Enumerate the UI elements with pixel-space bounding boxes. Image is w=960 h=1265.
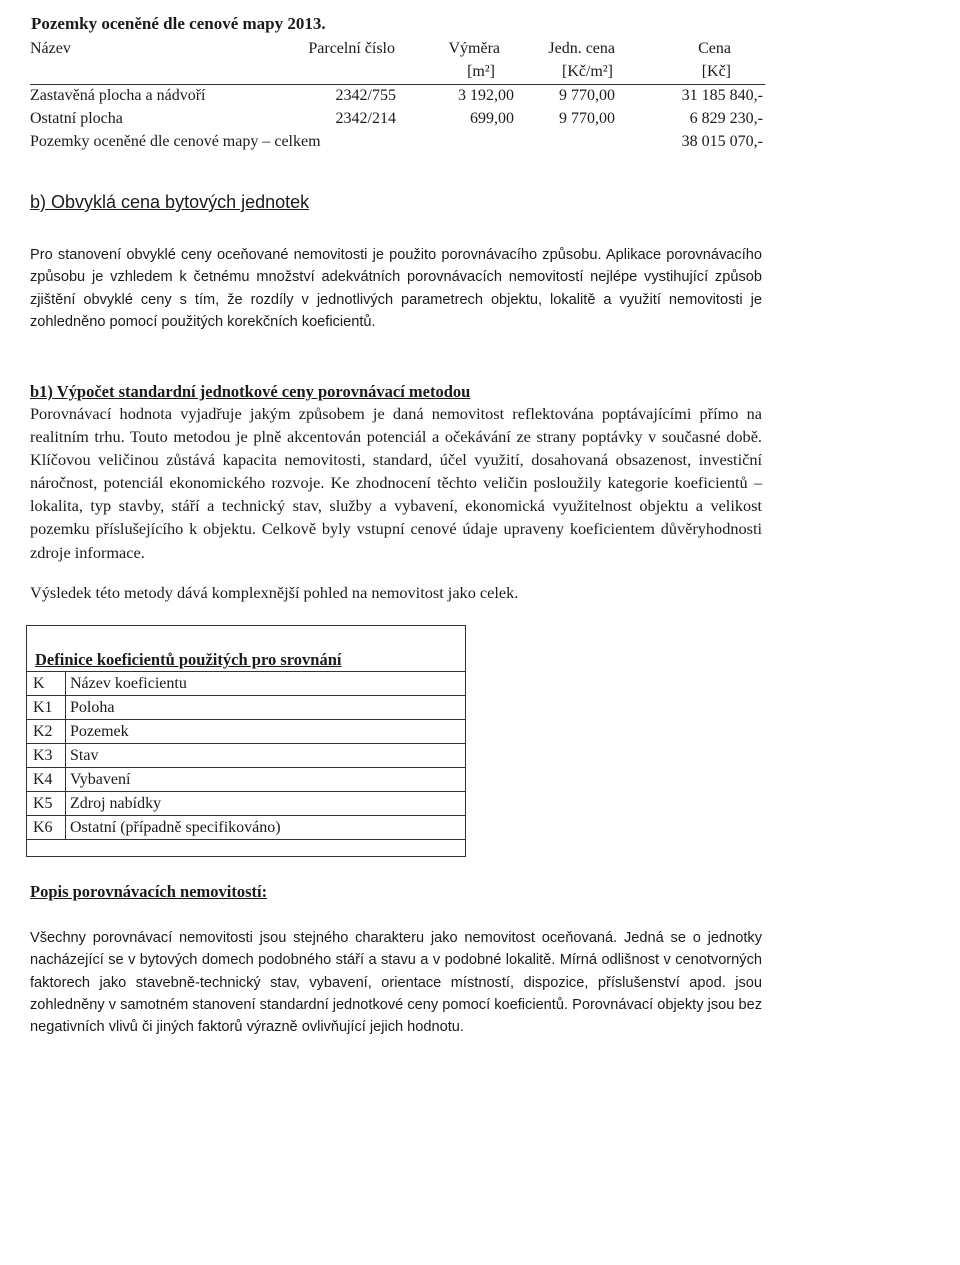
header-price: Cena xyxy=(698,40,731,57)
land-table-row xyxy=(30,108,765,131)
coefficient-definition-box xyxy=(26,625,466,857)
total-label: Pozemky oceněné dle cenové mapy – celkem xyxy=(30,133,321,150)
section-b1-paragraph: Porovnávací hodnota vyjadřuje jakým způsobem je daná nemovitost reflektována poptávajícími přímo na realitním trhu. Touto metodou je plně akcentován potenciál a očekávání ze strany poptávky v současné době. Klíčovou veličinou zůstává kapacita nemovitosti, standard, účel využití, dosahovaná obsazenost, investiční náročnost, potenciál ekonomického rozvoje. Ke zhodnocení těchto veličin posloužily kategorie koeficientů – lokalita, typ stavby, stáří a technický stav, služby a vybavení, ekonomická využitelnost objektu a velikost pozemku příslušejícího k objektu. Celkově byly vstupní cenové údaje upraveny koeficientem důvěryhodnosti zdroje informace. xyxy=(30,404,762,562)
coef-name: Stav xyxy=(66,744,466,768)
coef-code: K2 xyxy=(27,720,66,744)
cell-area: 3 192,00 xyxy=(458,87,514,104)
coefficient-table-title: Definice koeficientů použitých pro srovnání xyxy=(35,650,342,669)
land-table-title: Pozemky oceněné dle cenové mapy 2013. xyxy=(31,14,326,33)
section-b1-result: Výsledek této metody dává komplexnější pohled na nemovitost jako celek. xyxy=(30,583,519,602)
cell-price: 6 829 230,- xyxy=(689,110,763,127)
coef-name: Zdroj nabídky xyxy=(66,792,466,816)
cell-unit-price: 9 770,00 xyxy=(559,87,615,104)
coef-code: K6 xyxy=(27,816,66,840)
coefficient-row xyxy=(27,792,465,816)
coef-code: K1 xyxy=(27,696,66,720)
section-popis-paragraph: Všechny porovnávací nemovitosti jsou stejného charakteru jako nemovitost oceňovaná. Jedná se o jednotky nacházející se v bytových domech podobného stáří a stavu a v podobné lokalitě. Mírná odlišnost v cenotvorných faktorech jako stavebně-technický stav, vybavení, orientace místností, dispozice, příslušenství apod. jsou zohledněny v samotném stanovení standardní jednotkové ceny pomocí koeficientů. Porovnávací objekty jsou bez negativních vlivů či jiných faktorů výrazně ovlivňující jejich hodnotu. xyxy=(30,930,762,1036)
cell-area: 699,00 xyxy=(470,110,514,127)
cell-price: 31 185 840,- xyxy=(681,87,763,104)
land-table-row xyxy=(30,85,765,108)
cell-name: Ostatní plocha xyxy=(30,110,123,127)
cell-unit-price: 9 770,00 xyxy=(559,110,615,127)
section-b-paragraph: Pro stanovení obvyklé ceny oceňované nemovitosti je použito porovnávacího způsobu. Aplikace porovnávacího způsobu je vzhledem k četnému množství adekvátních porovnávacích nemovitostí nejlépe vystihující způsob zjištění obvyklé ceny s tím, že rozdíly v jednotlivých parametrech objektu, lokalitě a využití nemovitosti je zohledněno pomocí použitých korekčních koeficientů. xyxy=(30,247,762,330)
land-table-total-row xyxy=(30,131,765,154)
coef-name: Ostatní (případně specifikováno) xyxy=(66,816,466,840)
section-b-heading: b) Obvyklá cena bytových jednotek xyxy=(30,192,310,212)
section-b1-heading: b1) Výpočet standardní jednotkové ceny porovnávací metodou xyxy=(30,382,471,401)
total-value: 38 015 070,- xyxy=(681,133,763,150)
coefficient-table xyxy=(27,671,465,840)
section-popis-heading: Popis porovnávacích nemovitostí: xyxy=(30,882,268,901)
coefficient-row xyxy=(27,768,465,792)
cell-name: Zastavěná plocha a nádvoří xyxy=(30,87,206,104)
land-price-table xyxy=(30,38,765,154)
header-area: Výměra xyxy=(448,40,500,57)
cell-parcel: 2342/214 xyxy=(335,110,396,127)
coefficient-header-row xyxy=(27,672,465,696)
coef-name: Vybavení xyxy=(66,768,466,792)
cell-parcel: 2342/755 xyxy=(335,87,396,104)
unit-area: [m²] xyxy=(467,63,495,80)
land-table-units-row xyxy=(30,61,765,85)
unit-price: [Kč] xyxy=(701,63,731,80)
coefficient-row xyxy=(27,720,465,744)
coef-name: Poloha xyxy=(66,696,466,720)
coef-code: K4 xyxy=(27,768,66,792)
coef-header-k: K xyxy=(27,672,66,696)
header-name: Název xyxy=(30,40,71,57)
coef-header-name: Název koeficientu xyxy=(66,672,466,696)
coefficient-row xyxy=(27,696,465,720)
coefficient-row xyxy=(27,816,465,840)
header-unit-price: Jedn. cena xyxy=(548,40,615,57)
coef-code: K3 xyxy=(27,744,66,768)
coef-name: Pozemek xyxy=(66,720,466,744)
coefficient-row xyxy=(27,744,465,768)
land-table-header-row xyxy=(30,38,765,61)
header-parcel: Parcelní číslo xyxy=(308,40,395,57)
unit-unit-price: [Kč/m²] xyxy=(562,63,613,80)
coef-code: K5 xyxy=(27,792,66,816)
